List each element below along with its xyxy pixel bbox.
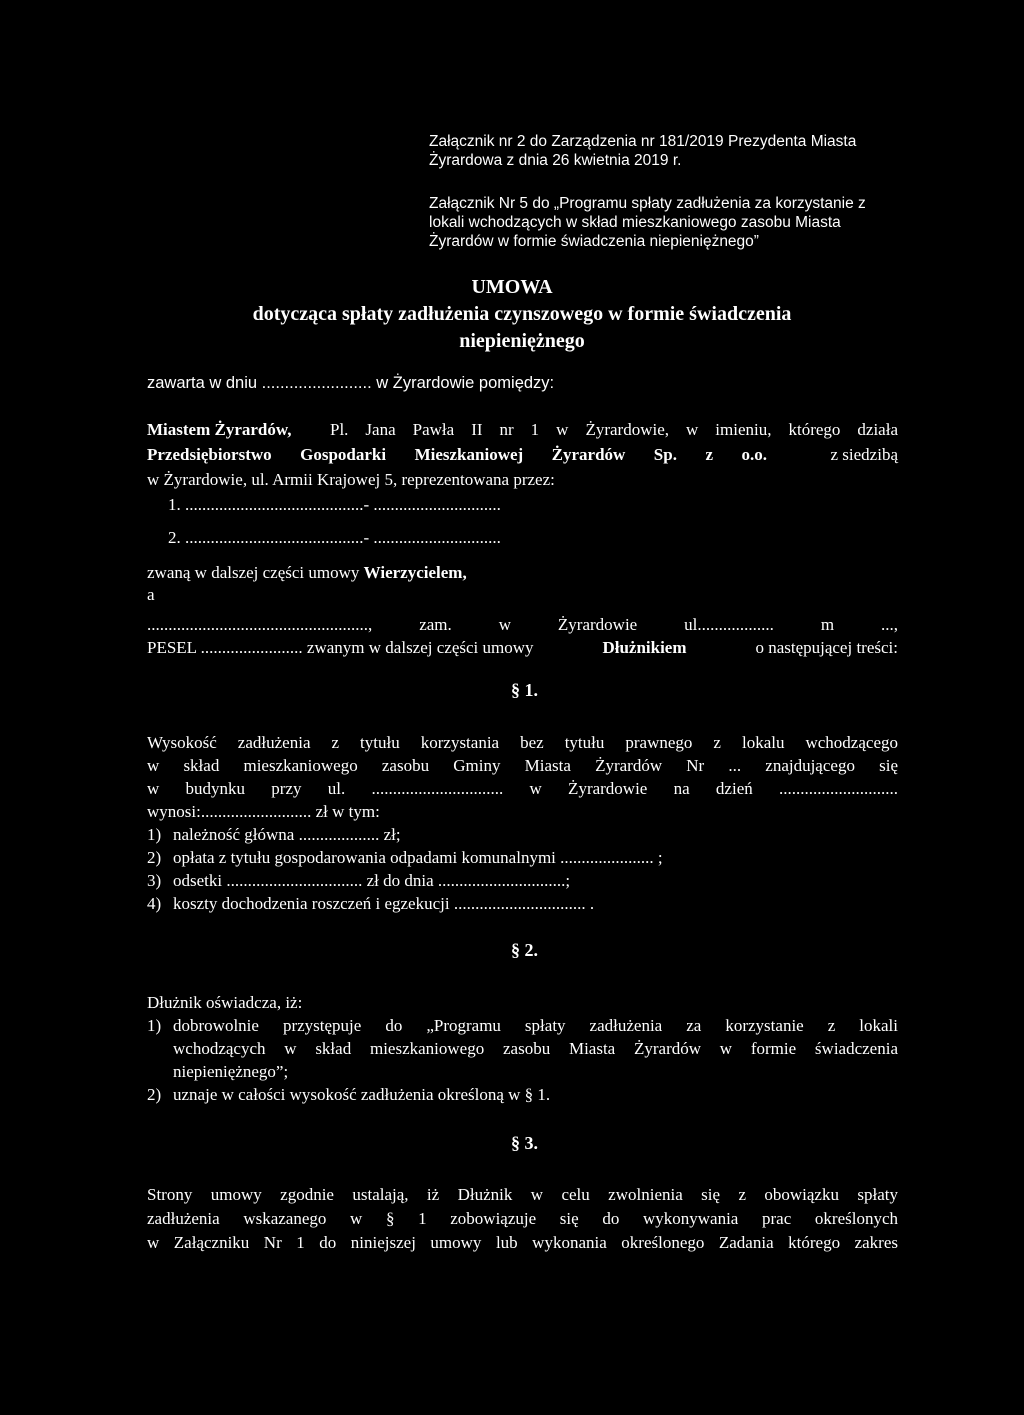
- pesel-text: PESEL ........................ zwanym w dalszej części umowy: [147, 638, 534, 657]
- representative-1: 1. ..........................................- ..............................: [168, 495, 501, 514]
- list-item: [147, 894, 594, 913]
- list-item-number: 2): [147, 848, 162, 867]
- creditor-term: Wierzycielem,: [363, 563, 467, 582]
- debtor-line: ...................................................., zam. w Żyrardowie ul.................. m ...,: [147, 615, 898, 634]
- debtor-term: Dłużnikiem: [602, 638, 687, 657]
- attachment-note-line1: Załącznik nr 2 do Zarządzenia nr 181/2019 Prezydenta Miasta: [429, 133, 857, 150]
- party-line2: [147, 445, 898, 464]
- list-item: [147, 848, 663, 867]
- section-1-amount-line: wynosi:.......................... zł w tym:: [147, 802, 380, 821]
- list-item-text: należność główna ................... zł;: [173, 825, 401, 844]
- document-subtitle-line1: dotycząca spłaty zadłużenia czynszowego w formie świadczenia: [252, 303, 792, 325]
- list-item-text: opłata z tytułu gospodarowania odpadami komunalnymi ...................... ;: [173, 848, 663, 867]
- section-3-line1: Strony umowy zgodnie ustalają, iż Dłużnik w celu zwolnienia się z obowiązku spłaty: [147, 1185, 898, 1204]
- creditor-text: zwaną w dalszej części umowy: [147, 563, 360, 582]
- conjunction-a: a: [147, 585, 155, 604]
- section-2-lead: Dłużnik oświadcza, iż:: [147, 993, 303, 1012]
- list-item: [147, 871, 570, 890]
- program-note-line1: Załącznik Nr 5 do „Programu spłaty zadłużenia za korzystanie z: [429, 195, 866, 212]
- section-3-line3: w Załączniku Nr 1 do niniejszej umowy lub wykonania określonego Zadania którego zakres: [147, 1233, 898, 1252]
- contract-intro: zawarta w dniu ........................ w Żyrardowie pomiędzy:: [147, 374, 555, 392]
- list-item-number: 2): [147, 1085, 162, 1104]
- pesel-line: [147, 638, 898, 657]
- city-address: Pl. Jana Pawła II nr 1 w Żyrardowie, w imieniu, którego działa: [330, 420, 898, 439]
- pesel-end: o następującej treści:: [755, 638, 898, 657]
- attachment-note-line2: Żyrardowa z dnia 26 kwietnia 2019 r.: [429, 152, 682, 169]
- list-item-number: 1): [147, 825, 162, 844]
- program-note-line3: Żyrardów w formie świadczenia niepieniężnego”: [429, 233, 759, 250]
- section-2-item1-line2: wchodzących w skład mieszkaniowego zasobu Miasta Żyrardów w formie świadczenia: [173, 1039, 898, 1058]
- company-seat: z siedzibą: [830, 445, 898, 464]
- list-item-text: koszty dochodzenia roszczeń i egzekucji ............................... .: [173, 894, 595, 913]
- party-line1: [147, 420, 898, 439]
- section-2-heading: § 2.: [511, 940, 538, 960]
- section-1-para-line2: w skład mieszkaniowego zasobu Gminy Miasta Żyrardów Nr ... znajdującego się: [147, 756, 898, 775]
- section-2-item2-text: uznaje w całości wysokość zadłużenia określoną w § 1.: [173, 1085, 551, 1104]
- section-3-heading: § 3.: [511, 1133, 538, 1153]
- list-item-number: 3): [147, 871, 162, 890]
- list-item: [147, 825, 401, 844]
- section-1-heading: § 1.: [511, 680, 538, 700]
- section-2-item1-line1: dobrowolnie przystępuje do „Programu spłaty zadłużenia za korzystanie z lokali: [173, 1016, 898, 1035]
- list-item-text: odsetki ................................ zł do dnia ..............................;: [173, 871, 571, 890]
- section-2-item1-line3: niepieniężnego”;: [173, 1062, 289, 1081]
- party-line3: w Żyrardowie, ul. Armii Krajowej 5, reprezentowana przez:: [147, 470, 555, 489]
- list-item-number: 1): [147, 1016, 162, 1035]
- list-item-number: 4): [147, 894, 162, 913]
- company-name: Przedsiębiorstwo Gospodarki Mieszkaniowej Żyrardów Sp. z o.o.: [147, 445, 767, 464]
- document-subtitle-line2: niepieniężnego: [459, 330, 585, 352]
- section-1-para-line3: w budynku przy ul. ............................... w Żyrardowie na dzień ............................: [147, 779, 898, 798]
- representative-2: 2. ..........................................- ..............................: [168, 528, 501, 547]
- section-1-para-line1: Wysokość zadłużenia z tytułu korzystania bez tytułu prawnego z lokalu wchodzącego: [147, 733, 898, 752]
- document-title: UMOWA: [471, 276, 553, 298]
- city-name: Miastem Żyrardów,: [147, 420, 292, 439]
- creditor-line: [147, 563, 467, 582]
- program-note-line2: lokali wchodzących w skład mieszkaniowego zasobu Miasta: [429, 214, 841, 231]
- section-3-line2: zadłużenia wskazanego w § 1 zobowiązuje się do wykonywania prac określonych: [147, 1209, 898, 1228]
